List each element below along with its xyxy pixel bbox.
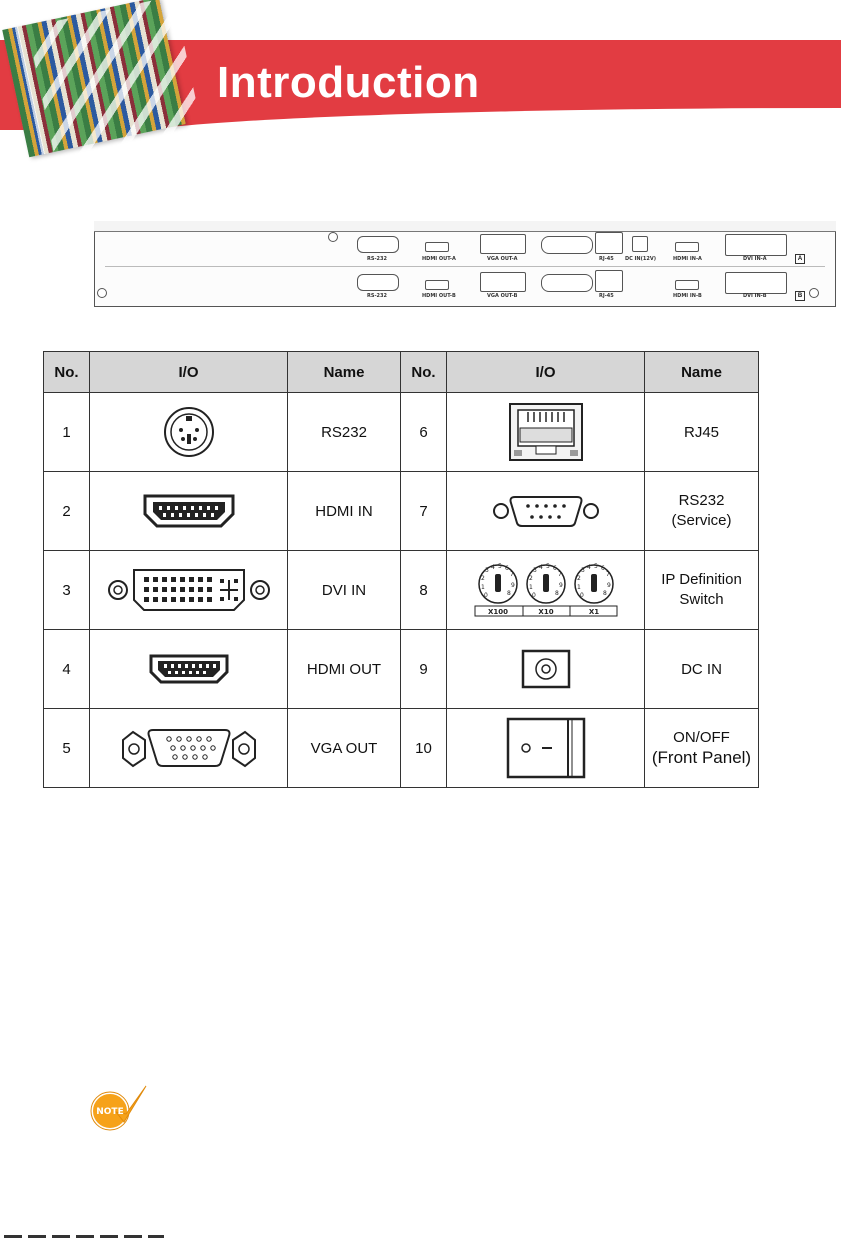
dvi-in-a-port — [725, 234, 787, 256]
svg-text:6: 6 — [600, 565, 605, 572]
rj45-b-label: RJ-45 — [599, 293, 614, 299]
table-row — [44, 709, 759, 788]
svg-text:9: 9 — [606, 582, 611, 589]
dvi-port-icon — [90, 551, 288, 630]
svg-text:3: 3 — [580, 567, 585, 574]
svg-text:5: 5 — [593, 563, 598, 570]
svg-text:7: 7 — [605, 571, 610, 578]
hdmi-out-b-label: HDMI OUT-B — [422, 293, 456, 299]
screw-icon — [97, 288, 107, 298]
hdmi-in-a-port — [675, 242, 699, 252]
rj45-port-icon — [447, 393, 645, 472]
svg-text:2: 2 — [480, 575, 485, 582]
note-label: NOTE — [96, 1107, 124, 1117]
table-row — [44, 630, 759, 709]
svg-text:6: 6 — [504, 565, 509, 572]
row-number: 9 — [401, 630, 447, 709]
switch-label-x100: X100 — [487, 608, 508, 616]
row-number: 8 — [401, 551, 447, 630]
switch-label-x1: X1 — [588, 608, 599, 616]
row-number: 2 — [44, 472, 90, 551]
ip-switch-a — [541, 236, 593, 254]
io-name — [645, 472, 759, 551]
vga-out-b-port — [480, 272, 526, 292]
dc-jack-icon — [447, 630, 645, 709]
svg-text:7: 7 — [509, 571, 514, 578]
io-table — [43, 351, 759, 788]
io-name: RS232 — [288, 393, 401, 472]
table-row — [44, 472, 759, 551]
rj45-a-label: RJ-45 — [599, 256, 614, 262]
io-name-line1: RS232 — [678, 492, 725, 509]
svg-text:3: 3 — [532, 567, 537, 574]
header-no: No. — [44, 352, 90, 393]
row-number: 3 — [44, 551, 90, 630]
device-lid — [94, 221, 836, 232]
mini-din-connector-icon — [90, 393, 288, 472]
table-row — [44, 551, 759, 630]
svg-text:9: 9 — [558, 582, 563, 589]
row-number: 7 — [401, 472, 447, 551]
hdmi-in-a-label: HDMI IN-A — [673, 256, 702, 262]
screw-icon — [328, 232, 338, 242]
badge-a: A — [795, 254, 805, 264]
svg-text:1: 1 — [576, 584, 581, 591]
row-number: 6 — [401, 393, 447, 472]
hdmi-in-b-port — [675, 280, 699, 290]
hdmi-out-a-port — [425, 242, 449, 252]
header-decoration-stripes — [27, 0, 203, 164]
dc-in-label: DC IN(12V) — [625, 256, 657, 262]
row-number: 4 — [44, 630, 90, 709]
hdmi-in-b-label: HDMI IN-B — [673, 293, 702, 299]
svg-text:1: 1 — [528, 584, 533, 591]
io-name: HDMI OUT — [288, 630, 401, 709]
svg-text:4: 4 — [538, 564, 543, 571]
row-number: 1 — [44, 393, 90, 472]
svg-text:6: 6 — [552, 565, 557, 572]
note-icon — [86, 1084, 148, 1137]
header-io: I/O — [447, 352, 645, 393]
rj45-a-port — [595, 232, 623, 254]
svg-text:8: 8 — [506, 590, 511, 597]
header-no: No. — [401, 352, 447, 393]
ip-switch-b — [541, 274, 593, 292]
device-rear-panel — [94, 221, 836, 307]
header-name: Name — [645, 352, 759, 393]
svg-text:9: 9 — [510, 582, 515, 589]
switch-label-x10: X10 — [537, 608, 554, 616]
db9-port-icon — [447, 472, 645, 551]
io-name: DC IN — [645, 630, 759, 709]
svg-text:8: 8 — [602, 590, 607, 597]
badge-b: B — [795, 291, 805, 301]
svg-text:5: 5 — [545, 563, 550, 570]
svg-text:0: 0 — [483, 592, 488, 599]
io-name: VGA OUT — [288, 709, 401, 788]
hdmi-out-b-port — [425, 280, 449, 290]
io-name-line1: ON/OFF — [673, 729, 730, 746]
svg-text:2: 2 — [528, 575, 533, 582]
table-header-row — [44, 352, 759, 393]
rs232-b-label: RS-232 — [367, 293, 387, 299]
dvi-in-a-label: DVI IN-A — [743, 256, 767, 262]
row-number: 10 — [401, 709, 447, 788]
svg-text:7: 7 — [557, 571, 562, 578]
hdmi-out-a-label: HDMI OUT-A — [422, 256, 456, 262]
io-name-line2: Switch — [679, 591, 724, 608]
screw-icon — [809, 288, 819, 298]
svg-text:5: 5 — [497, 563, 502, 570]
rs232-port-b — [357, 274, 399, 291]
vga-port-icon — [90, 709, 288, 788]
hdmi-port-icon — [90, 472, 288, 551]
table-row — [44, 393, 759, 472]
vga-out-b-label: VGA OUT-B — [487, 293, 518, 299]
svg-text:1: 1 — [480, 584, 485, 591]
header-name: Name — [288, 352, 401, 393]
svg-text:0: 0 — [531, 592, 536, 599]
io-name: RJ45 — [645, 393, 759, 472]
rj45-b-port — [595, 270, 623, 292]
rs232-port-a — [357, 236, 399, 253]
svg-text:3: 3 — [484, 567, 489, 574]
io-name — [645, 551, 759, 630]
header-io: I/O — [90, 352, 288, 393]
vga-out-a-label: VGA OUT-A — [487, 256, 518, 262]
row-number: 5 — [44, 709, 90, 788]
rotary-switch-icon — [447, 551, 645, 630]
io-name: HDMI IN — [288, 472, 401, 551]
io-name — [645, 709, 759, 788]
dvi-in-b-port — [725, 272, 787, 294]
io-name-line2: (Service) — [671, 512, 732, 529]
dvi-in-b-label: DVI IN-B — [743, 293, 767, 299]
svg-text:4: 4 — [586, 564, 591, 571]
svg-text:8: 8 — [554, 590, 559, 597]
svg-text:4: 4 — [490, 564, 495, 571]
footer-mark — [4, 1235, 164, 1238]
page-title: Introduction — [217, 58, 480, 107]
io-name-line1: IP Definition — [661, 571, 742, 588]
svg-text:2: 2 — [576, 575, 581, 582]
rs232-a-label: RS-232 — [367, 256, 387, 262]
svg-text:0: 0 — [579, 592, 584, 599]
dc-in-port — [632, 236, 648, 252]
io-name: DVI IN — [288, 551, 401, 630]
power-switch-icon — [447, 709, 645, 788]
hdmi-port-icon — [90, 630, 288, 709]
vga-out-a-port — [480, 234, 526, 254]
device-divider — [105, 266, 825, 267]
io-name-line2: (Front Panel) — [651, 748, 752, 767]
